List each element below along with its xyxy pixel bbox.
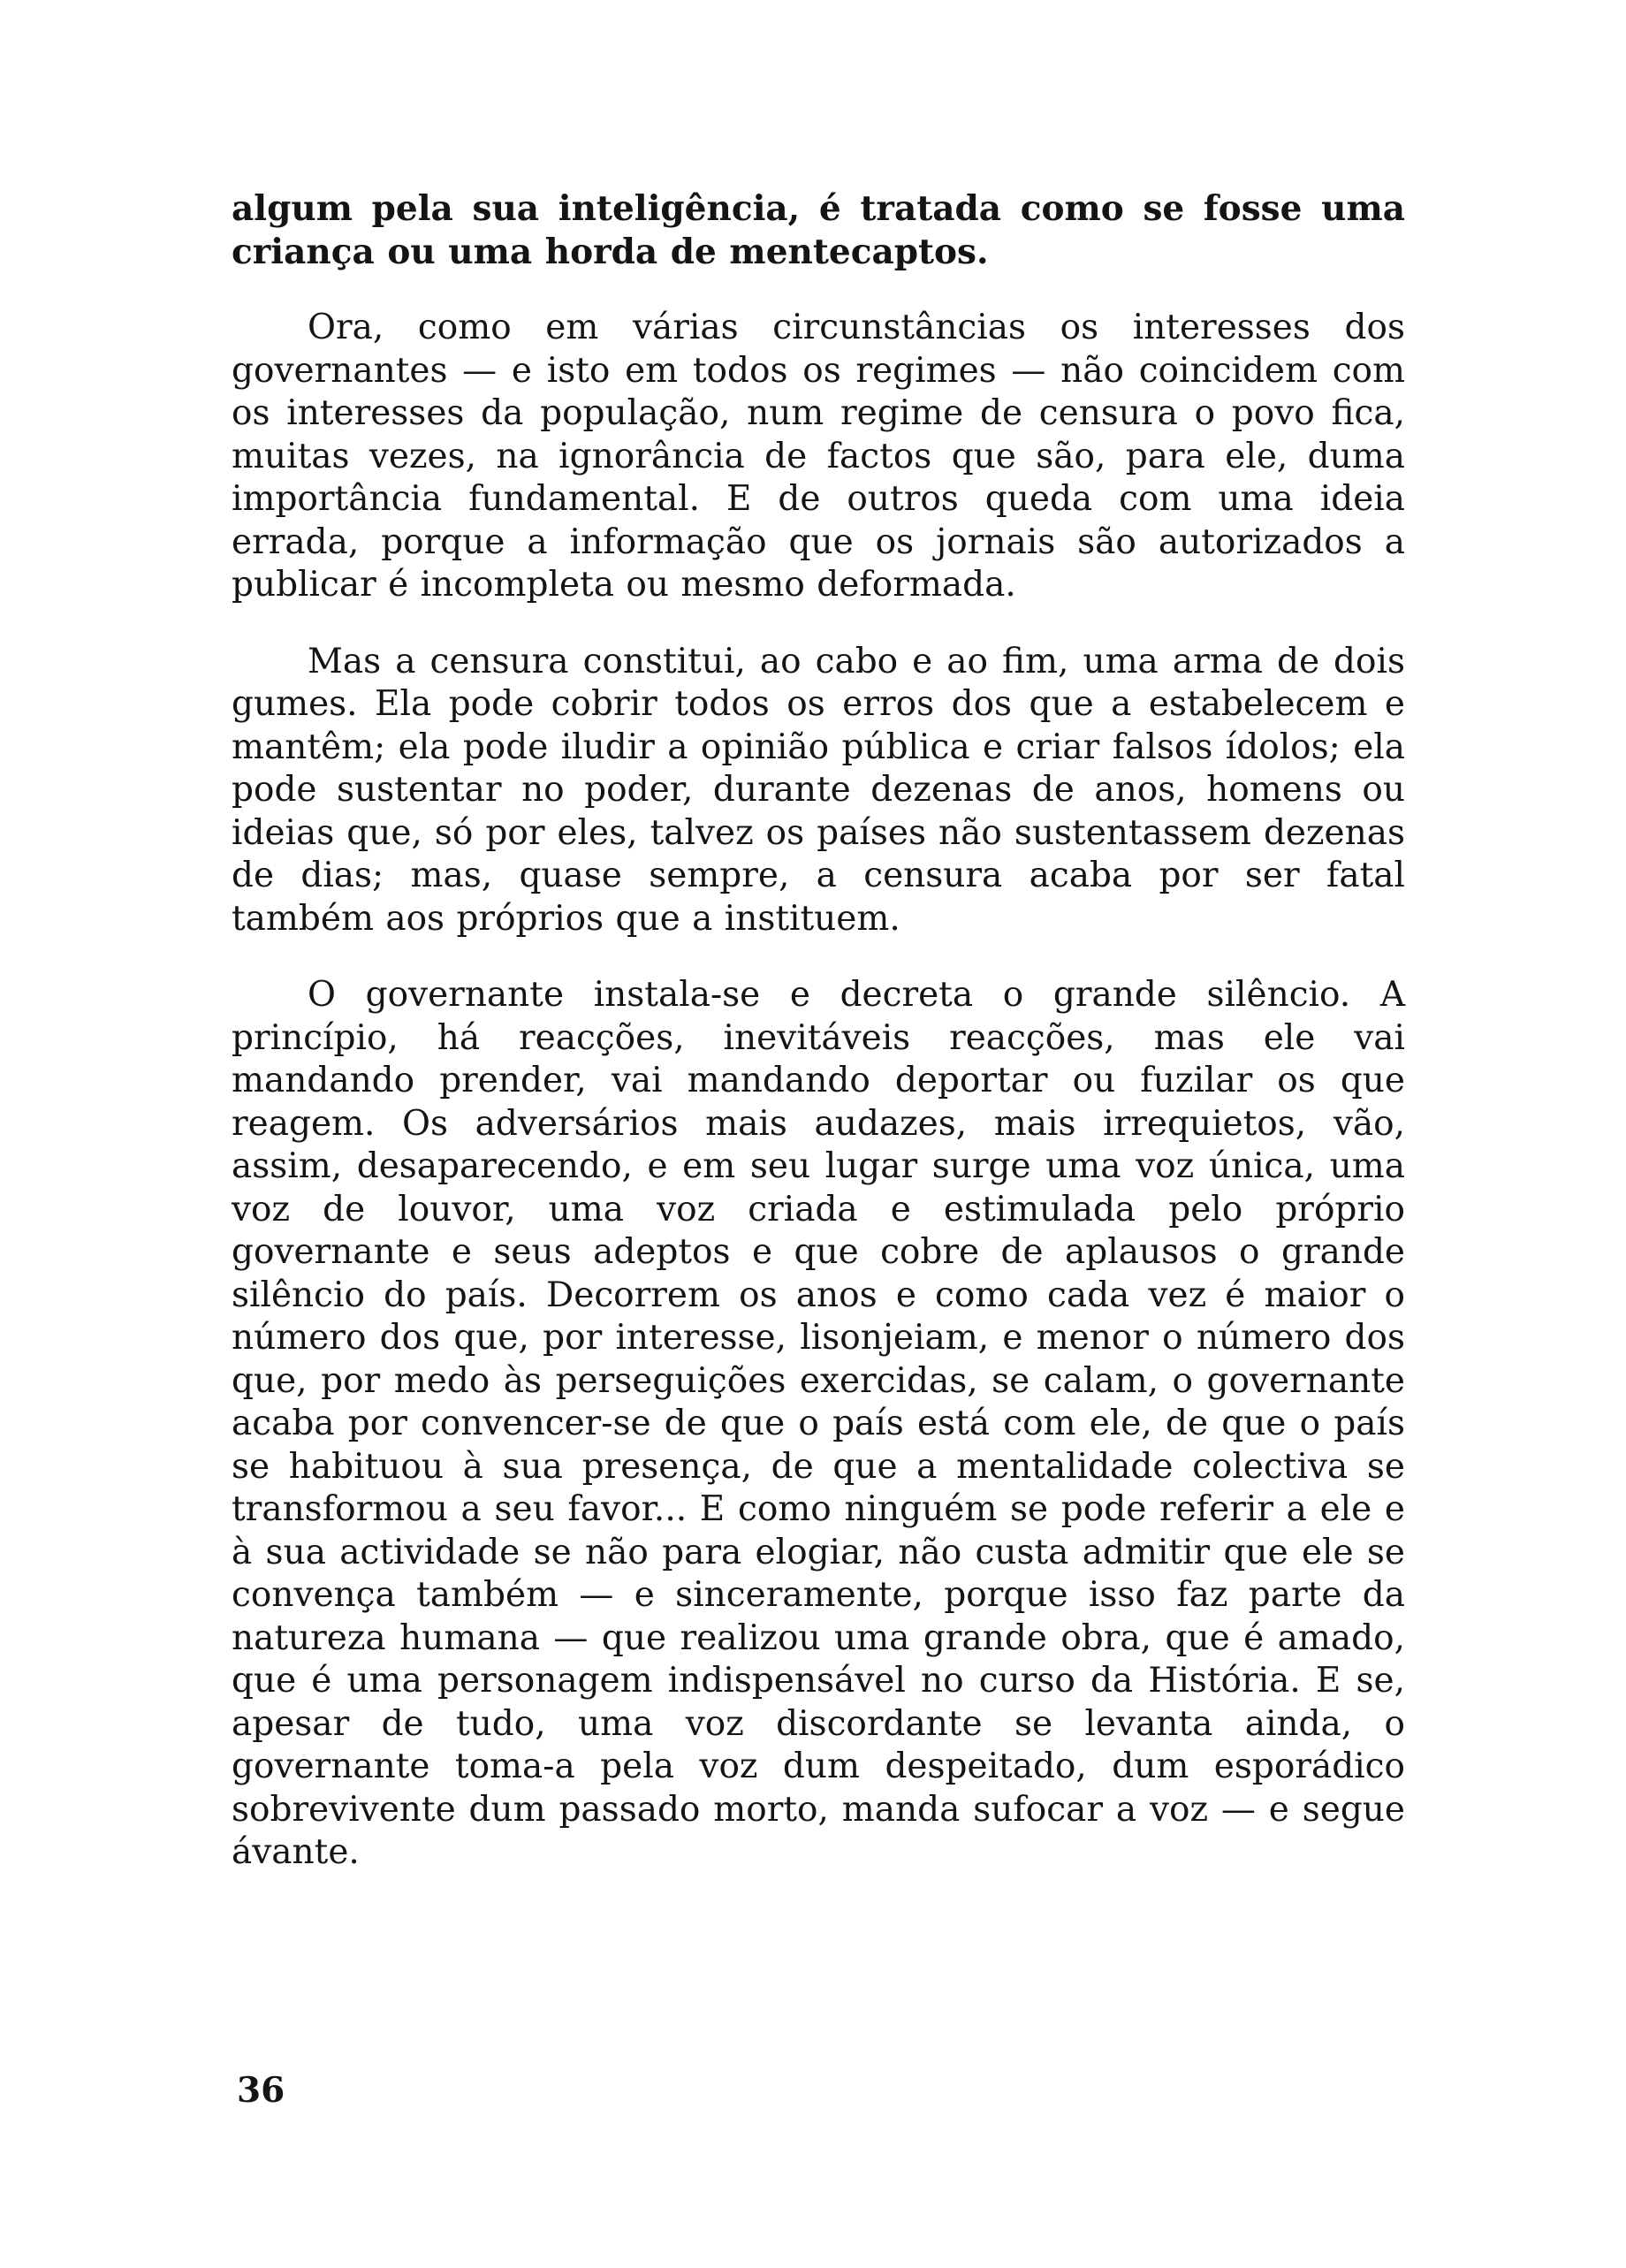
body-text <box>232 187 1405 1908</box>
paragraph-continuation: algum pela sua inteligência, é tratada como se fosse uma criança ou uma horda de mentecaptos. <box>232 188 1405 272</box>
paragraph-double-edged-sword: Mas a censura constitui, ao cabo e ao fim, uma arma de dois gumes. Ela pode cobrir todos os erros dos que a estabelecem e mantêm; ela pode iludir a opinião pública e criar falsos ídolos; ela pode sustentar no poder, durante dezenas de anos, homens ou ideias que, só por eles, talvez os países não sustentassem dezenas de dias; mas, quase sempre, a censura acaba por ser fatal também aos próprios que a instituem. <box>232 641 1405 939</box>
page-number: 36 <box>237 2070 285 2111</box>
paragraph-censorship-interests: Ora, como em várias circunstâncias os interesses dos governantes — e isto em todos os regimes — não coincidem com os interesses da população, num regime de censura o povo fica, muitas vezes, na ignorância de factos que são, para ele, duma importância fundamental. E de outros queda com uma ideia errada, porque a informação que os jornais são autorizados a publicar é incompleta ou mesmo deformada. <box>232 308 1405 605</box>
paragraph-great-silence: O governante instala-se e decreta o grande silêncio. A princípio, há reacções, inevitáveis reacções, mas ele vai mandando prender, vai mandando deportar ou fuzilar os que reagem. Os adversários mais audazes, mais irrequietos, vão, assim, desaparecendo, e em seu lugar surge uma voz única, uma voz de louvor, uma voz criada e estimulada pelo próprio governante e seus adeptos e que cobre de aplausos o grande silêncio do país. Decorrem os anos e como cada vez é maior o número dos que, por interesse, lisonjeiam, e menor o número dos que, por medo às perseguições exercidas, se calam, o governante acaba por convencer-se de que o país está com ele, de que o país se habituou à sua presença, de que a mentalidade colectiva se transformou a seu favor... E como ninguém se pode referir a ele e à sua actividade se não para elogiar, não custa admitir que ele se convença também — e sinceramente, porque isso faz parte da natureza humana — que realizou uma grande obra, que é amado, que é uma personagem indispensável no curso da História. E se, apesar de tudo, uma voz discordante se levanta ainda, o governante toma-a pela voz dum despeitado, dum esporádico sobrevivente dum passado morto, manda sufocar a voz — e segue ávante. <box>232 975 1405 1872</box>
